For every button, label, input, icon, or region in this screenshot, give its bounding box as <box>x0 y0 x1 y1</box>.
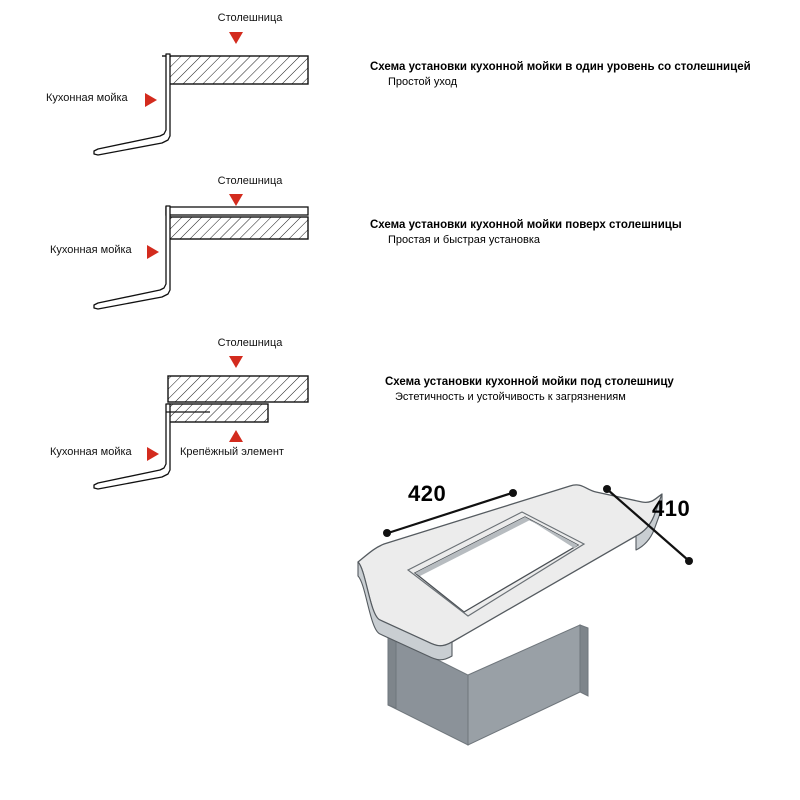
drawing-under-mount <box>80 368 320 508</box>
label-countertop-2: Столешница <box>217 175 283 187</box>
dimension-depth-label: 410 <box>652 496 691 521</box>
subtitle-top-mount: Простая и быстрая установка <box>388 234 540 246</box>
label-sink-3: Кухонная мойка <box>50 446 132 458</box>
arrow-down-icon-1 <box>225 30 247 46</box>
title-under-mount: Схема установки кухонной мойки под столешницу <box>385 376 674 388</box>
dimension-width-label: 420 <box>408 481 447 506</box>
drawing-flush-mount <box>80 48 320 173</box>
subtitle-flush-mount: Простой уход <box>388 76 458 88</box>
subtitle-under-mount: Эстетичность и устойчивость к загрязнениям <box>395 391 626 403</box>
title-flush-mount: Схема установки кухонной мойки в один уровень со столешницей <box>370 61 751 73</box>
label-sink-2: Кухонная мойка <box>50 244 132 256</box>
label-countertop-1: Столешница <box>217 12 283 24</box>
label-fastener: Крепёжный элемент <box>180 446 284 458</box>
label-countertop-3: Столешница <box>217 337 283 349</box>
drawing-top-mount <box>80 200 320 325</box>
title-top-mount: Схема установки кухонной мойки поверх столешницы <box>370 219 682 231</box>
label-sink-1: Кухонная мойка <box>46 92 128 104</box>
